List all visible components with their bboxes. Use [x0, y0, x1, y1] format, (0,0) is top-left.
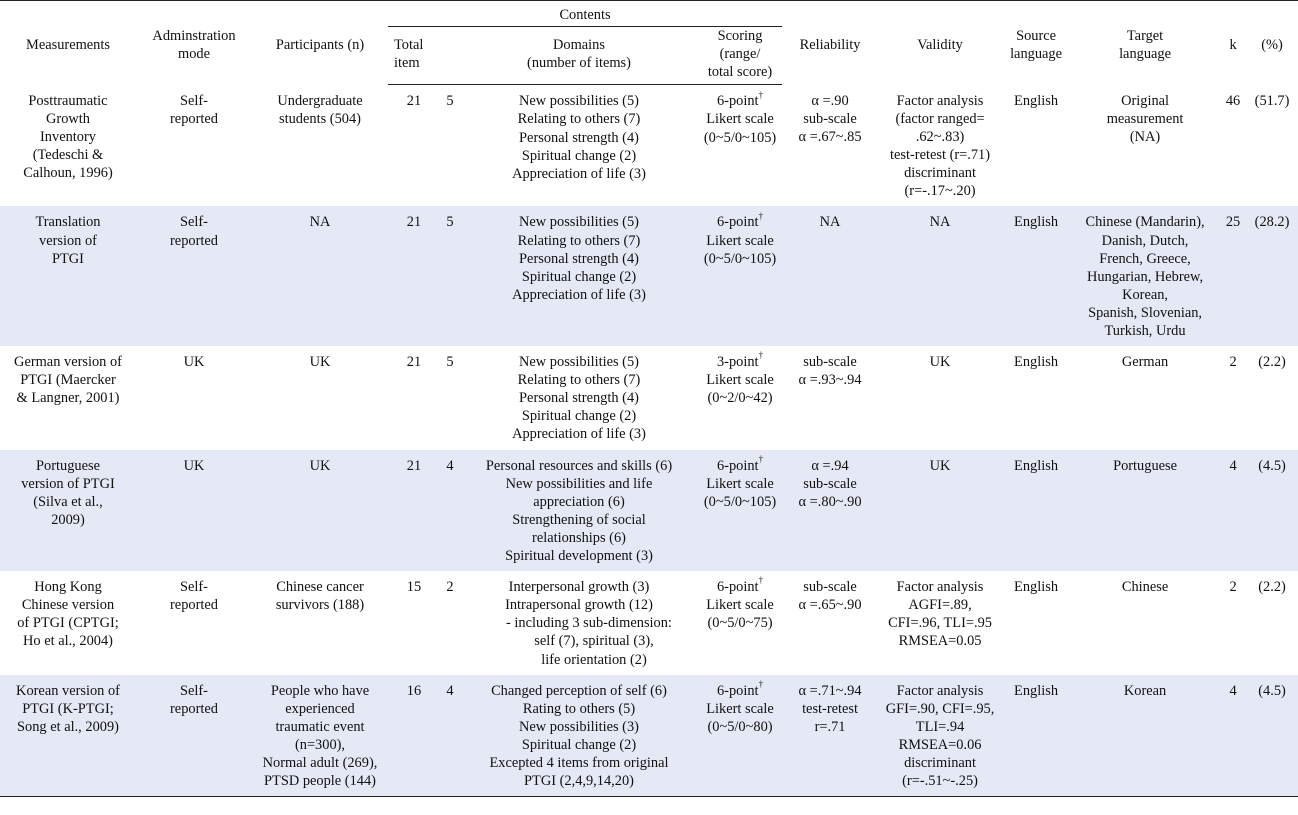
scoring-line: Likert scale: [706, 372, 774, 389]
cell-admin-mode: [136, 85, 252, 207]
measurement-line: Inventory: [40, 129, 96, 146]
cell-scoring: [698, 571, 782, 674]
scoring-line: Likert scale: [706, 111, 774, 128]
cell-scoring: [698, 450, 782, 572]
cell-scoring: [698, 85, 782, 207]
participants-line: PTSD people (144): [264, 773, 376, 790]
header-scoring: Scoring (range/ total score): [698, 27, 782, 85]
cell-target-language: [1070, 571, 1220, 674]
domains-line: Spiritual change (2): [521, 268, 637, 285]
domains-line: Personal resources and skills (6): [485, 457, 673, 474]
domains-line: Intrapersonal growth (12): [505, 597, 653, 614]
cell-participants: [252, 571, 388, 674]
domains-line: Personal strength (4): [519, 250, 639, 267]
participants-line: Chinese cancer: [276, 579, 364, 596]
admin-line: UK: [183, 457, 205, 474]
cell-scoring: [698, 346, 782, 449]
validity-line: (r=-.51~-.25): [902, 773, 978, 790]
target-line: measurement: [1106, 110, 1184, 127]
cell-percent: (4.5): [1246, 450, 1298, 572]
target-line: Hungarian, Hebrew,: [1086, 268, 1204, 285]
cell-validity: [878, 450, 1002, 572]
cell-measurement: [0, 85, 136, 207]
cell-validity: [878, 571, 1002, 674]
domains-line: relationships (6): [532, 529, 626, 546]
dagger-footnote-mark: †: [758, 575, 764, 586]
validity-line: GFI=.90, CFI=.95,: [885, 700, 995, 717]
scoring-line: 6-point†: [716, 210, 764, 231]
reliability-line: test-retest: [802, 700, 859, 717]
validity-line: AGFI=.89,: [908, 597, 972, 614]
cell-domains: [460, 346, 698, 449]
validity-line: NA: [929, 214, 951, 231]
cell-domains: [460, 85, 698, 207]
participants-line: UK: [309, 457, 331, 474]
participants-line: NA: [309, 214, 331, 231]
domains-line: Strengthening of social: [512, 511, 646, 528]
scoring-line: (0~5/0~75): [707, 615, 773, 632]
reliability-line: α =.65~.90: [798, 597, 862, 614]
target-line: Spanish, Slovenian,: [1088, 304, 1203, 321]
target-line: Korean: [1123, 682, 1167, 699]
measurement-line: Ho et al., 2004): [23, 633, 113, 650]
validity-line: Factor analysis: [896, 579, 984, 596]
dagger-footnote-mark: †: [758, 453, 764, 464]
cell-scoring: [698, 675, 782, 797]
reliability-line: α =.93~.94: [798, 372, 862, 389]
cell-total-item: 21: [388, 450, 440, 572]
admin-line: UK: [183, 354, 205, 371]
cell-k: 2: [1229, 579, 1237, 596]
target-line: Turkish, Urdu: [1104, 323, 1186, 339]
measurement-line: Calhoun, 1996): [23, 165, 113, 182]
scoring-line: (0~5/0~105): [703, 129, 777, 146]
scoring-line: (0~5/0~105): [703, 250, 777, 267]
measurement-line: PTGI (K-PTGI;: [22, 700, 114, 717]
cell-total-item: 15: [406, 579, 422, 596]
domains-line: Changed perception of self (6): [491, 682, 667, 699]
admin-line: Self-: [180, 682, 208, 699]
validity-line: TLI=.94: [915, 718, 965, 735]
cell-domain-count: 4: [440, 450, 460, 572]
cell-domains: [460, 675, 698, 797]
reliability-line: α =.71~.94: [798, 682, 862, 699]
measurement-line: Translation: [35, 214, 101, 231]
validity-line: Factor analysis: [896, 682, 984, 699]
cell-validity: [878, 346, 1002, 449]
target-line: German: [1121, 354, 1169, 371]
measurement-line: (Silva et al.,: [33, 493, 103, 510]
participants-line: (n=300),: [294, 736, 346, 753]
admin-line: Self-: [180, 579, 208, 596]
header-admin-mode: Adminstration mode: [152, 28, 236, 63]
reliability-line: sub-scale: [803, 475, 857, 492]
cell-participants: [252, 450, 388, 572]
reliability-line: α =.90: [811, 92, 849, 109]
cell-reliability: [782, 571, 878, 674]
cell-measurement: [0, 675, 136, 797]
cell-percent: (28.2): [1246, 206, 1298, 346]
target-line: Original: [1121, 92, 1170, 109]
dagger-footnote-mark: †: [758, 678, 764, 689]
scoring-line: Likert scale: [706, 597, 774, 614]
scoring-line: (0~5/0~80): [707, 718, 773, 735]
header-total-item: Total item: [388, 27, 460, 85]
scoring-line: 6-point†: [716, 453, 764, 474]
header-target-language: Target language: [1119, 28, 1172, 63]
cell-k: 4: [1220, 450, 1246, 572]
cell-reliability: [782, 85, 878, 207]
validity-line: CFI=.96, TLI=.95: [888, 615, 992, 632]
dagger-footnote-mark: †: [758, 89, 764, 100]
cell-domains: [460, 450, 698, 572]
cell-total-item: 21: [406, 354, 422, 371]
domains-line: Rating to others (5): [522, 700, 636, 717]
cell-validity: [878, 675, 1002, 797]
header-measurements: Measurements: [26, 37, 110, 54]
domains-line: appreciation (6): [533, 493, 625, 510]
measurement-line: (Tedeschi &: [32, 147, 104, 164]
cell-participants: [252, 206, 388, 346]
reliability-line: sub-scale: [803, 110, 857, 127]
cell-target-language: [1070, 85, 1220, 207]
participants-line: survivors (188): [275, 597, 365, 614]
domains-line: Relating to others (7): [517, 232, 641, 249]
measurement-line: PTGI: [52, 250, 84, 267]
cell-percent: (4.5): [1246, 675, 1298, 797]
table-row: [0, 675, 1298, 797]
participants-line: students (504): [279, 110, 361, 127]
scoring-line: Likert scale: [706, 475, 774, 492]
scoring-line: 6-point†: [716, 678, 764, 699]
domains-line: Spiritual development (3): [505, 548, 653, 565]
scoring-line: 6-point†: [716, 575, 764, 596]
cell-k: 4: [1220, 675, 1246, 797]
target-line: Chinese (Mandarin),: [1085, 214, 1205, 231]
header-validity: Validity: [917, 37, 963, 54]
domains-line: Personal strength (4): [519, 390, 639, 407]
header-source-language: Source language: [1010, 28, 1063, 63]
admin-line: reported: [170, 597, 218, 614]
participants-line: UK: [309, 354, 331, 371]
header-participants: Participants (n): [275, 37, 365, 54]
measurement-line: version of PTGI: [21, 475, 115, 492]
table-row: [0, 85, 1298, 207]
cell-measurement: [0, 206, 136, 346]
header-k: k: [1229, 37, 1237, 54]
target-line: Korean,: [1122, 286, 1169, 303]
domains-line: Interpersonal growth (3): [508, 579, 650, 596]
cell-measurement: [0, 571, 136, 674]
admin-line: reported: [170, 232, 218, 249]
reliability-line: α =.80~.90: [798, 493, 862, 510]
participants-line: Undergraduate: [277, 92, 363, 109]
target-line: Portuguese: [1113, 457, 1178, 474]
domains-line: Spiritual change (2): [521, 408, 637, 425]
cell-percent: (2.2): [1258, 354, 1286, 371]
dagger-footnote-mark: †: [758, 210, 764, 221]
admin-line: Self-: [180, 92, 208, 109]
validity-line: UK: [929, 457, 951, 474]
validity-line: RMSEA=0.06: [898, 736, 982, 753]
cell-reliability: [782, 450, 878, 572]
domains-line: New possibilities (5): [519, 93, 639, 110]
domains-line: Excepted 4 items from original: [489, 754, 669, 771]
domains-line: Spiritual change (2): [521, 736, 637, 753]
domains-line: life orientation (2): [541, 651, 647, 668]
validity-line: (factor ranged=: [895, 110, 985, 127]
measurement-line: Portuguese: [36, 457, 100, 474]
cell-domains: [460, 206, 698, 346]
admin-line: reported: [170, 110, 218, 127]
domains-line: New possibilities (3): [519, 718, 639, 735]
scoring-line: 6-point†: [716, 89, 764, 110]
validity-line: discriminant: [904, 165, 977, 182]
domains-line: self (7), spiritual (3),: [534, 633, 654, 650]
cell-total-item: 21: [406, 93, 422, 110]
measurement-line: & Langner, 2001): [16, 390, 120, 407]
cell-target-language: [1070, 675, 1220, 797]
reliability-line: α =.94: [811, 457, 849, 474]
domains-line: New possibilities (5): [519, 354, 639, 371]
cell-domain-count: 5: [446, 93, 454, 110]
measurement-line: Song et al., 2009): [17, 718, 119, 735]
scoring-line: 3-point†: [716, 350, 764, 371]
measurement-line: Posttraumatic: [28, 92, 108, 109]
cell-k: 46: [1225, 92, 1241, 109]
header-contents: Contents: [388, 1, 782, 27]
reliability-line: sub-scale: [803, 579, 857, 596]
scoring-line: (0~2/0~42): [707, 390, 773, 407]
table-row: [0, 206, 1298, 346]
validity-line: .62~.83): [915, 129, 965, 146]
cell-source-language: English: [1002, 450, 1070, 572]
validity-line: Factor analysis: [896, 92, 984, 109]
cell-percent: (2.2): [1258, 579, 1286, 596]
measurement-line: PTGI (Maercker: [20, 372, 116, 389]
cell-target-language: [1070, 450, 1220, 572]
validity-line: discriminant: [904, 754, 977, 771]
cell-admin-mode: [136, 450, 252, 572]
participants-line: experienced: [285, 700, 355, 717]
participants-line: Normal adult (269),: [262, 754, 378, 771]
cell-source-language: English: [1014, 92, 1059, 109]
measurement-line: 2009): [51, 511, 85, 528]
cell-domain-count: 5: [446, 354, 454, 371]
reliability-line: NA: [819, 214, 841, 231]
validity-line: UK: [929, 354, 951, 371]
cell-source-language: English: [1014, 579, 1059, 596]
cell-k: 2: [1229, 354, 1237, 371]
domains-line: Relating to others (7): [517, 372, 641, 389]
target-line: Chinese: [1121, 579, 1169, 596]
cell-validity: [878, 206, 1002, 346]
admin-line: Self-: [180, 214, 208, 231]
domains-line: Appreciation of life (3): [512, 165, 646, 182]
domains-line: New possibilities and life: [505, 475, 653, 492]
domains-line: New possibilities (5): [519, 214, 639, 231]
table-header: [0, 1, 1298, 85]
scoring-line: (0~5/0~105): [703, 493, 777, 510]
cell-reliability: [782, 206, 878, 346]
cell-admin-mode: [136, 346, 252, 449]
domains-line: Appreciation of life (3): [512, 286, 646, 303]
cell-total-item: 16: [388, 675, 440, 797]
target-line: Danish, Dutch,: [1101, 232, 1189, 249]
scoring-line: Likert scale: [706, 232, 774, 249]
cell-validity: [878, 85, 1002, 207]
cell-domain-count: 2: [446, 579, 454, 596]
measurement-line: Growth: [46, 110, 90, 127]
validity-line: (r=-.17~.20): [904, 183, 976, 200]
header-domains: Domains (number of items): [460, 27, 698, 85]
cell-percent: (51.7): [1254, 92, 1290, 109]
domains-line: - including 3 sub-dimension:: [506, 615, 672, 632]
measurement-line: of PTGI (CPTGI;: [17, 615, 119, 632]
domains-line: Relating to others (7): [517, 111, 641, 128]
participants-line: traumatic event: [275, 718, 365, 735]
cell-reliability: [782, 675, 878, 797]
cell-source-language: English: [1002, 675, 1070, 797]
validity-line: RMSEA=0.05: [898, 633, 982, 650]
cell-admin-mode: [136, 206, 252, 346]
cell-k: 25: [1220, 206, 1246, 346]
cell-measurement: [0, 346, 136, 449]
measurement-line: version of: [39, 232, 97, 249]
header-reliability: Reliability: [799, 37, 861, 54]
cell-admin-mode: [136, 675, 252, 797]
cell-admin-mode: [136, 571, 252, 674]
dagger-footnote-mark: †: [758, 350, 764, 361]
target-line: (NA): [1129, 129, 1161, 146]
table-body: [0, 85, 1298, 797]
measurement-line: Korean version of: [16, 682, 120, 699]
cell-source-language: English: [1002, 206, 1070, 346]
cell-domains: [460, 571, 698, 674]
cell-target-language: [1070, 346, 1220, 449]
table-row: [0, 346, 1298, 449]
cell-participants: [252, 85, 388, 207]
validity-line: test-retest (r=.71): [890, 147, 991, 164]
reliability-line: α =.67~.85: [798, 129, 862, 146]
header-percent: (%): [1261, 37, 1283, 54]
cell-total-item: 21: [388, 206, 440, 346]
table-row: [0, 571, 1298, 674]
cell-domain-count: 5: [440, 206, 460, 346]
scoring-line: Likert scale: [706, 700, 774, 717]
target-line: French, Greece,: [1099, 250, 1191, 267]
cell-target-language: [1070, 206, 1220, 346]
cell-scoring: [698, 206, 782, 346]
cell-source-language: English: [1014, 354, 1059, 371]
cell-measurement: [0, 450, 136, 572]
cell-domain-count: 4: [440, 675, 460, 797]
measurement-line: German version of: [14, 354, 122, 371]
domains-line: Spiritual change (2): [521, 147, 637, 164]
cell-participants: [252, 346, 388, 449]
measurement-line: Chinese version: [21, 597, 115, 614]
reliability-line: sub-scale: [803, 354, 857, 371]
table-row: [0, 450, 1298, 572]
domains-line: Appreciation of life (3): [512, 426, 646, 443]
cell-reliability: [782, 346, 878, 449]
reliability-line: r=.71: [814, 718, 846, 735]
participants-line: People who have: [270, 682, 370, 699]
cell-participants: [252, 675, 388, 797]
admin-line: reported: [170, 700, 218, 717]
domains-line: PTGI (2,4,9,14,20): [524, 773, 634, 790]
measurement-line: Hong Kong: [34, 579, 102, 596]
domains-line: Personal strength (4): [519, 129, 639, 146]
